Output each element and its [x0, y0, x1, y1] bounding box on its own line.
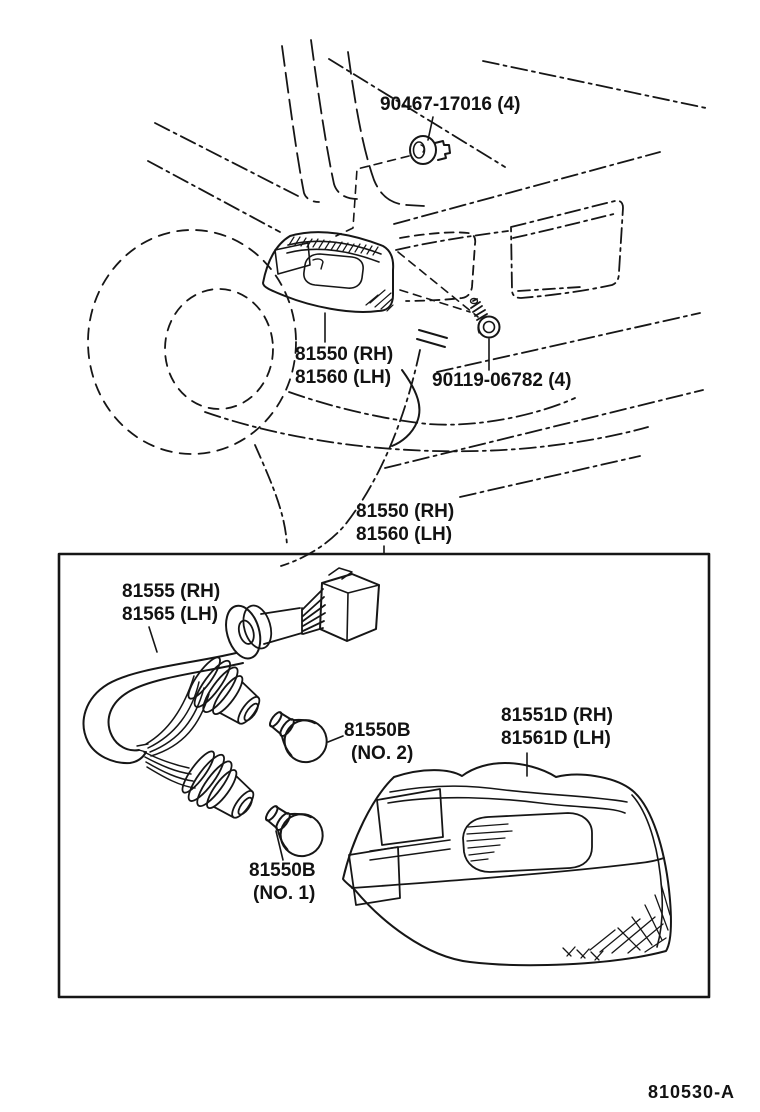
bulb-no1-sub: (NO. 1) [253, 883, 316, 904]
car-body-outline [88, 40, 706, 566]
box-title-lh: 81560 (LH) [356, 524, 453, 545]
drawing-number: 810530-A [648, 1082, 736, 1102]
bulb-socket-2 [176, 745, 265, 831]
lens-rh: 81551D (RH) [501, 705, 613, 726]
bulb-no2-part: 81550B [344, 720, 411, 741]
bulb-no2 [261, 700, 343, 770]
screw-part-number: 90119-06782 (4) [432, 370, 572, 391]
label-bulb-no2 [344, 719, 413, 765]
tail-lamp-top-view [263, 232, 393, 342]
grommet [220, 598, 277, 662]
bulb-no2-sub: (NO. 2) [351, 743, 414, 764]
bulb-no1-part: 81550B [249, 860, 316, 881]
label-lens [501, 704, 613, 750]
harness-rh: 81555 (RH) [122, 581, 221, 602]
label-clip-part [380, 93, 521, 116]
bulb-no1 [257, 794, 331, 864]
label-harness [122, 580, 220, 626]
clip-part-number: 90467-17016 (4) [380, 94, 521, 115]
lamp-assy-rh: 81550 (RH) [295, 344, 394, 365]
lamp-assy-lh: 81560 (LH) [295, 367, 392, 388]
screw-icon [398, 252, 500, 370]
lens-unit [343, 753, 671, 965]
box-title-rh: 81550 (RH) [356, 501, 455, 522]
label-bulb-no1 [249, 859, 316, 905]
lens-lh: 81561D (LH) [501, 728, 611, 749]
label-screw-part [432, 369, 571, 392]
label-box-title [356, 500, 454, 546]
harness-lh: 81565 (LH) [122, 604, 219, 625]
label-lamp-assy [295, 343, 393, 389]
clip-icon [336, 117, 450, 236]
harness-connector [320, 568, 379, 641]
